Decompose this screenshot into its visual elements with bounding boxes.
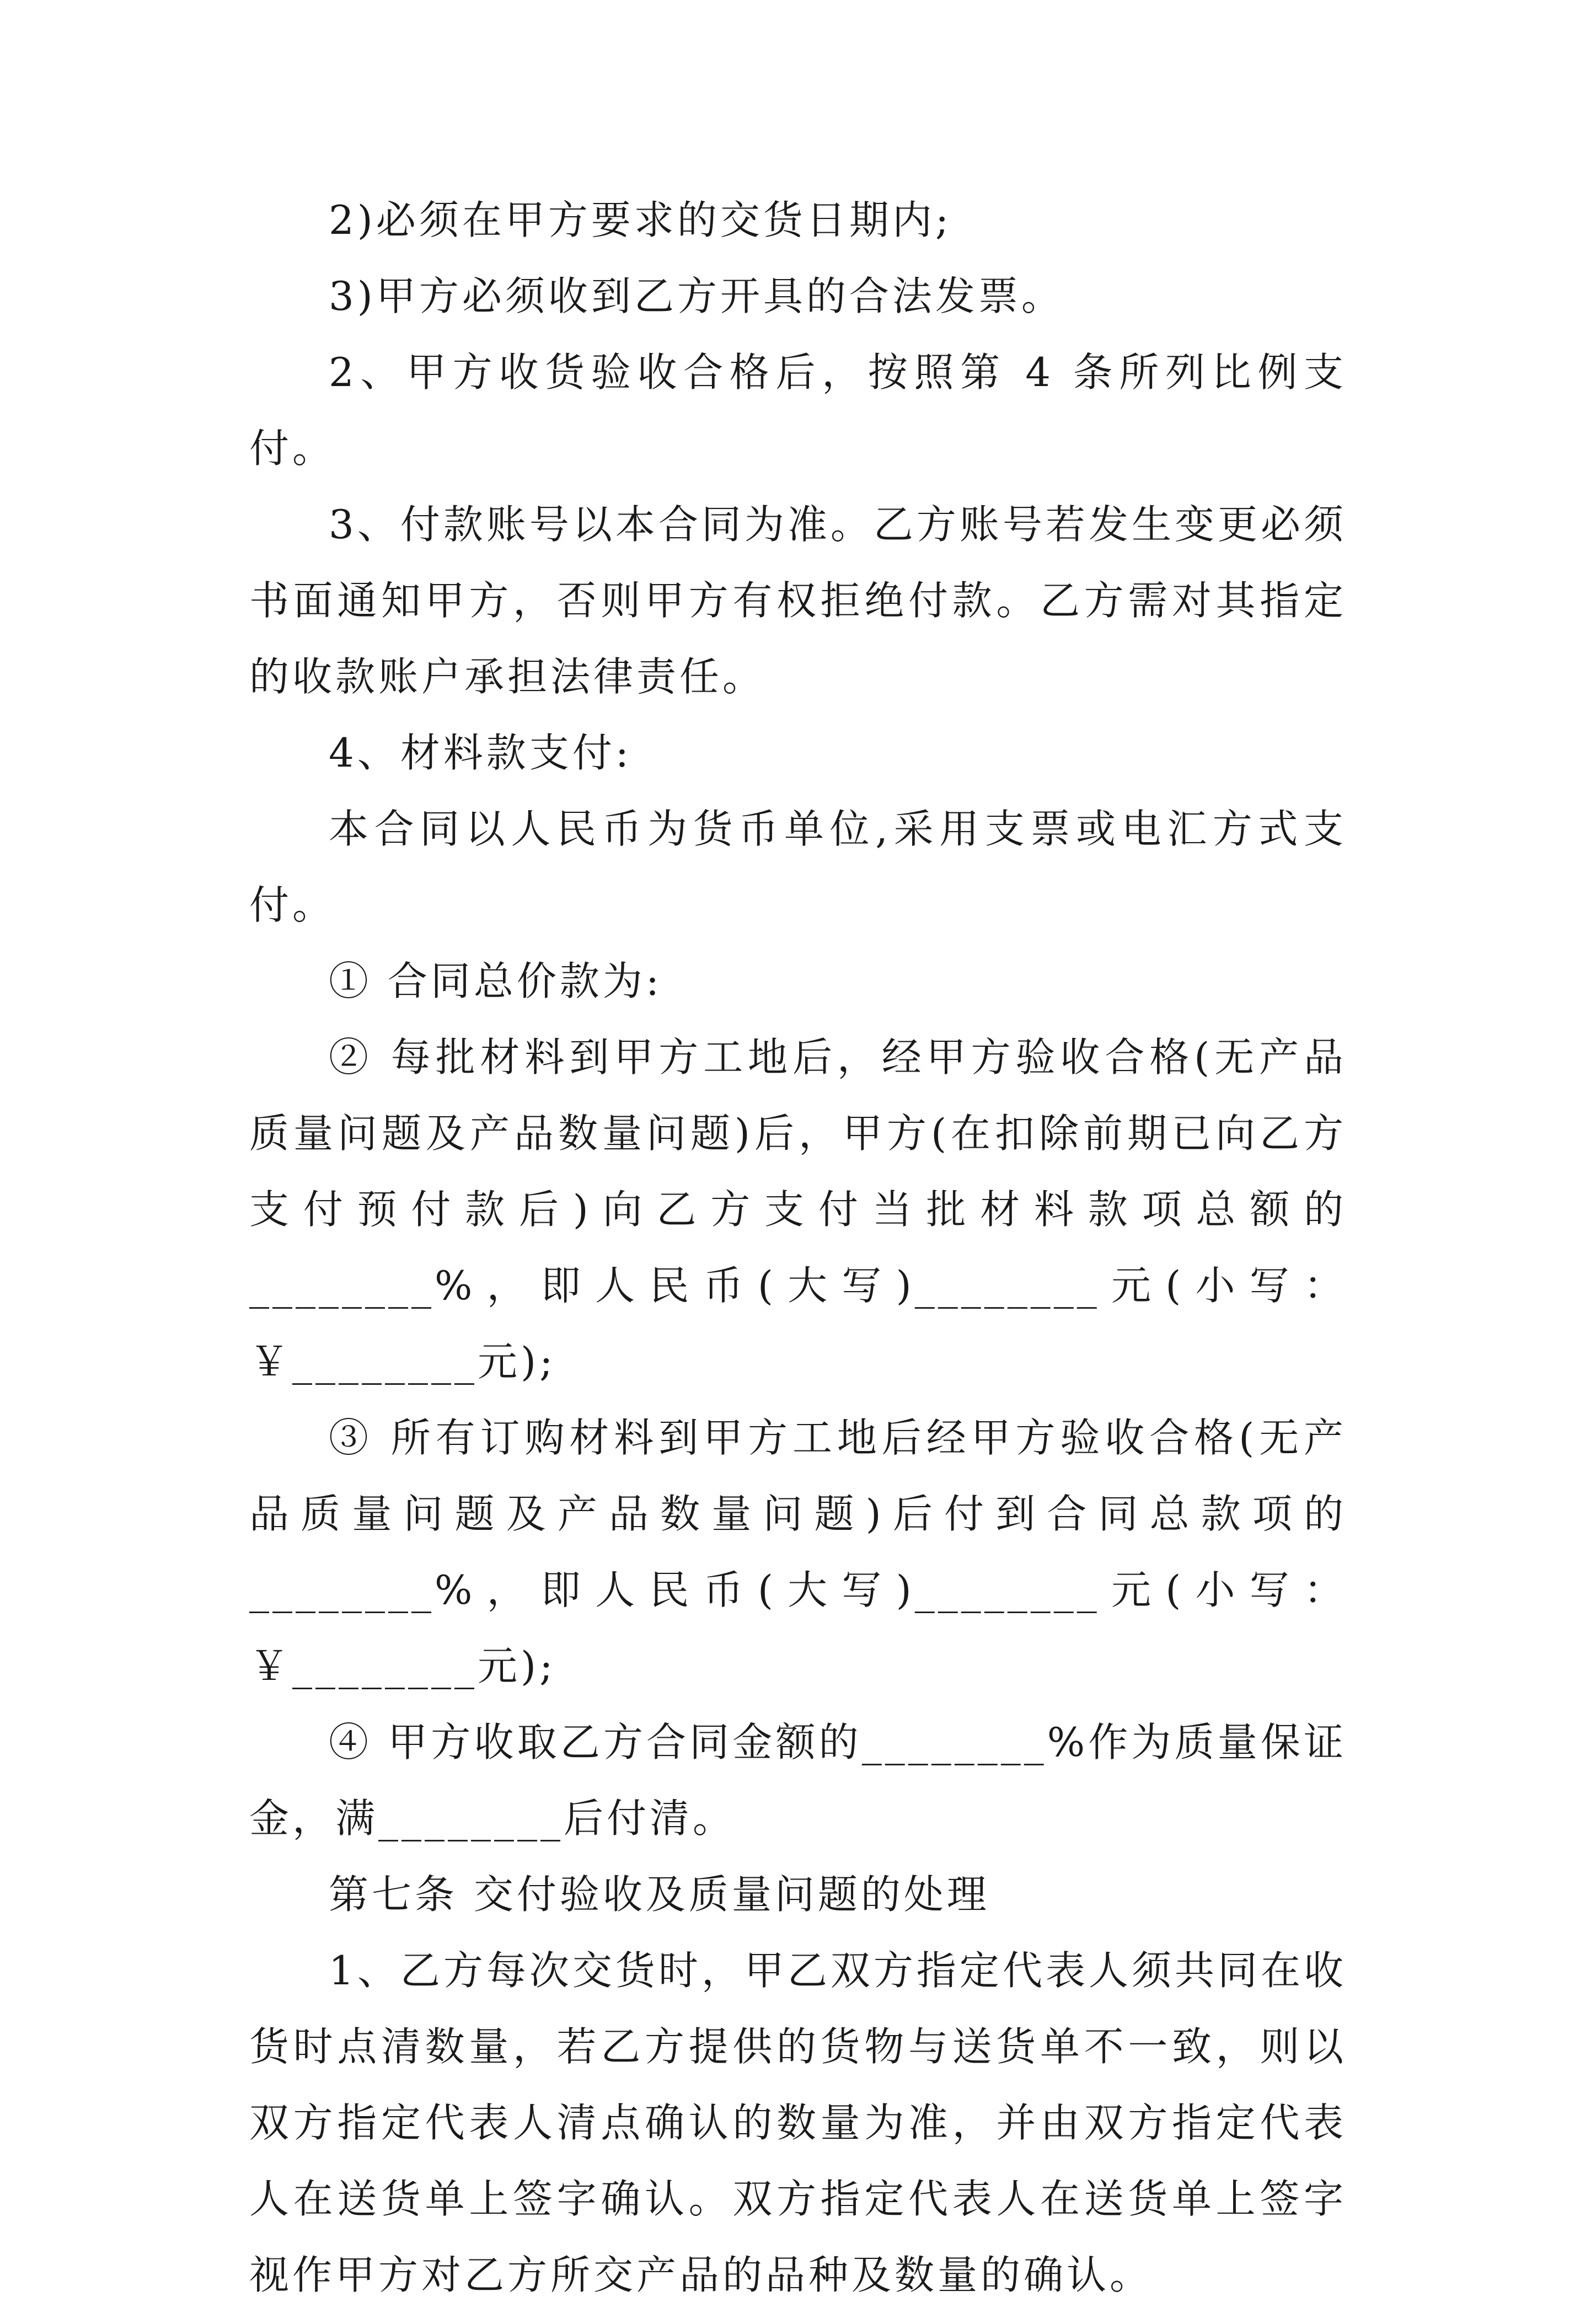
paragraph: 4、材料款支付: — [329, 730, 633, 776]
paragraph: 3、付款账号以本合同为准。乙方账号若发生变更必须书面通知甲方，否则甲方有权拒绝付款。乙方需对其指定的收款账户承担法律责任。 — [249, 501, 1347, 700]
paragraph: ② 每批材料到甲方工地后，经甲方验收合格(无产品质量问题及产品数量问题)后，甲方(在扣除前期已向乙方支付预付款后)向乙方支付当批材料款项总额的________%，即人民币(大写)________元(小写：￥________元); — [249, 1034, 1347, 1385]
paragraph: 本合同以人民币为货币单位,采用支票或电汇方式支付。 — [249, 806, 1347, 928]
paragraph: ③ 所有订购材料到甲方工地后经甲方验收合格(无产品质量问题及产品数量问题)后付到合同总款项的________%，即人民币(大写)________元(小写：￥________元); — [249, 1415, 1347, 1689]
paragraph: ① 合同总价款为: — [329, 958, 663, 1004]
paragraph: ④ 甲方收取乙方合同金额的________%作为质量保证金，满________后付清。 — [249, 1719, 1347, 1841]
section-heading: 第七条 交付验收及质量问题的处理 — [329, 1871, 990, 1918]
document-body — [249, 182, 1347, 2313]
paragraph: 3)甲方必须收到乙方开具的合法发票。 — [329, 273, 1064, 319]
paragraph: 2)必须在甲方要求的交货日期内; — [329, 197, 952, 243]
paragraph: 1、乙方每次交货时，甲乙双方指定代表人须共同在收货时点清数量，若乙方提供的货物与送货单不一致，则以双方指定代表人清点确认的数量为准，并由双方指定代表人在送货单上签字确认。双方指定代表人在送货单上签字视作甲方对乙方所交产品的品种及数量的确认。 — [249, 1947, 1347, 2298]
paragraph: 2、甲方收货验收合格后，按照第 4 条所列比例支付。 — [249, 349, 1347, 472]
